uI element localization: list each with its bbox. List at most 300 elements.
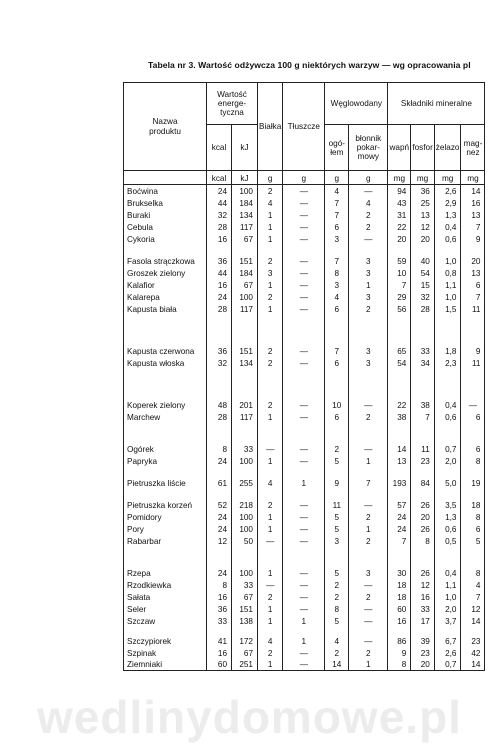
spacer-cell xyxy=(325,423,349,443)
cell-calcium: 7 xyxy=(388,535,411,547)
cell-name: Kapusta włoska xyxy=(124,357,207,369)
cell-kcal: 24 xyxy=(207,511,232,523)
cell-kcal: 32 xyxy=(207,209,232,221)
cell-fiber: 4 xyxy=(349,197,388,209)
cell-magnesium: 6 xyxy=(461,443,485,455)
spacer-cell xyxy=(461,627,485,635)
cell-iron: 2,0 xyxy=(434,603,461,615)
cell-calcium: 22 xyxy=(388,221,411,233)
cell-phosphorus: 54 xyxy=(411,267,434,279)
cell-fat: — xyxy=(283,659,325,671)
cell-kcal: 52 xyxy=(207,489,232,511)
cell-fiber: 3 xyxy=(349,335,388,357)
cell-protein: 2 xyxy=(258,489,283,511)
cell-carbs-total: 4 xyxy=(325,635,349,647)
table-row xyxy=(124,511,485,523)
spacer-cell xyxy=(283,547,325,567)
cell-fat: — xyxy=(283,233,325,245)
cell-carbs-total: 9 xyxy=(325,467,349,489)
cell-phosphorus: 23 xyxy=(411,647,434,659)
cell-carbs-total: 7 xyxy=(325,197,349,209)
cell-phosphorus: 26 xyxy=(411,523,434,535)
cell-fiber: — xyxy=(349,615,388,627)
cell-fiber: 1 xyxy=(349,455,388,467)
cell-kcal: 16 xyxy=(207,233,232,245)
spacer-cell xyxy=(232,423,258,443)
table-row xyxy=(124,603,485,615)
cell-calcium: 14 xyxy=(388,443,411,455)
cell-magnesium: 20 xyxy=(461,245,485,267)
cell-magnesium: 6 xyxy=(461,279,485,291)
cell-magnesium: 7 xyxy=(461,221,485,233)
cell-magnesium: 8 xyxy=(461,567,485,579)
spacer-cell xyxy=(388,369,411,389)
cell-kcal: 16 xyxy=(207,591,232,603)
cell-magnesium: 14 xyxy=(461,185,485,197)
cell-fiber: 1 xyxy=(349,659,388,671)
cell-calcium: 193 xyxy=(388,467,411,489)
table-row xyxy=(124,567,485,579)
cell-magnesium: 8 xyxy=(461,511,485,523)
cell-kcal: 8 xyxy=(207,443,232,455)
cell-name: Kapusta biała xyxy=(124,303,207,315)
cell-kcal: 8 xyxy=(207,579,232,591)
cell-phosphorus: 26 xyxy=(411,489,434,511)
group-spacer xyxy=(124,423,485,443)
cell-phosphorus: 20 xyxy=(411,233,434,245)
cell-fat: — xyxy=(283,411,325,423)
cell-protein: 2 xyxy=(258,389,283,411)
cell-phosphorus: 84 xyxy=(411,467,434,489)
cell-kj: 218 xyxy=(232,489,258,511)
cell-phosphorus: 7 xyxy=(411,411,434,423)
table-row xyxy=(124,635,485,647)
cell-iron: 0,8 xyxy=(434,267,461,279)
cell-protein: — xyxy=(258,579,283,591)
cell-fat: — xyxy=(283,489,325,511)
cell-kj: 251 xyxy=(232,659,258,671)
spacer-cell xyxy=(325,315,349,335)
cell-name: Rzodkiewka xyxy=(124,579,207,591)
header-carbs-total: ogó-łem xyxy=(325,125,349,171)
spacer-cell xyxy=(349,627,388,635)
unit-cell: kJ xyxy=(232,171,258,185)
spacer-cell xyxy=(258,315,283,335)
spacer-cell xyxy=(124,315,207,335)
cell-carbs-total: 6 xyxy=(325,303,349,315)
spacer-cell xyxy=(388,315,411,335)
units-cell-name xyxy=(124,171,207,185)
cell-kcal: 41 xyxy=(207,635,232,647)
cell-kcal: 24 xyxy=(207,567,232,579)
cell-phosphorus: 17 xyxy=(411,615,434,627)
spacer-cell xyxy=(258,547,283,567)
cell-protein: 2 xyxy=(258,357,283,369)
cell-fiber: — xyxy=(349,635,388,647)
table-row xyxy=(124,197,485,209)
table-body xyxy=(124,171,485,671)
cell-calcium: 8 xyxy=(388,659,411,671)
cell-carbs-total: 6 xyxy=(325,221,349,233)
watermark: wedlinydomowe.pl xyxy=(37,691,462,743)
cell-iron: 0,4 xyxy=(434,389,461,411)
cell-kj: 100 xyxy=(232,291,258,303)
cell-fat: — xyxy=(283,221,325,233)
spacer-cell xyxy=(434,369,461,389)
cell-fiber: — xyxy=(349,489,388,511)
cell-carbs-total: 3 xyxy=(325,233,349,245)
table-row xyxy=(124,411,485,423)
spacer-cell xyxy=(283,423,325,443)
table-row xyxy=(124,591,485,603)
spacer-cell xyxy=(232,315,258,335)
header-magnesium: mag-nez xyxy=(461,125,485,171)
cell-kcal: 28 xyxy=(207,221,232,233)
cell-kj: 67 xyxy=(232,591,258,603)
cell-phosphorus: 33 xyxy=(411,603,434,615)
cell-fiber: — xyxy=(349,389,388,411)
cell-carbs-total: 2 xyxy=(325,443,349,455)
cell-calcium: 57 xyxy=(388,489,411,511)
cell-name: Buraki xyxy=(124,209,207,221)
cell-fiber: 2 xyxy=(349,411,388,423)
cell-kcal: 12 xyxy=(207,535,232,547)
cell-protein: 2 xyxy=(258,185,283,197)
cell-kcal: 24 xyxy=(207,455,232,467)
cell-calcium: 29 xyxy=(388,291,411,303)
cell-iron: 2,3 xyxy=(434,357,461,369)
cell-fiber: 2 xyxy=(349,511,388,523)
cell-carbs-total: 4 xyxy=(325,185,349,197)
cell-fat: — xyxy=(283,579,325,591)
cell-kj: 255 xyxy=(232,467,258,489)
cell-carbs-total: 5 xyxy=(325,455,349,467)
cell-fiber: 3 xyxy=(349,267,388,279)
spacer-cell xyxy=(283,627,325,635)
cell-fat: — xyxy=(283,647,325,659)
cell-carbs-total: 2 xyxy=(325,647,349,659)
cell-phosphorus: 38 xyxy=(411,389,434,411)
cell-protein: 1 xyxy=(258,455,283,467)
cell-kcal: 28 xyxy=(207,411,232,423)
cell-phosphorus: 36 xyxy=(411,185,434,197)
cell-magnesium: 14 xyxy=(461,615,485,627)
cell-kj: 33 xyxy=(232,443,258,455)
cell-iron: 2,9 xyxy=(434,197,461,209)
cell-name: Rzepa xyxy=(124,567,207,579)
table-header xyxy=(124,83,485,171)
cell-fat: — xyxy=(283,535,325,547)
cell-phosphorus: 16 xyxy=(411,591,434,603)
cell-name: Kalafior xyxy=(124,279,207,291)
header-kj: kJ xyxy=(232,125,258,171)
cell-calcium: 20 xyxy=(388,233,411,245)
table-row xyxy=(124,467,485,489)
cell-phosphorus: 32 xyxy=(411,291,434,303)
header-kcal: kcal xyxy=(207,125,232,171)
spacer-cell xyxy=(258,423,283,443)
table-row xyxy=(124,267,485,279)
spacer-cell xyxy=(349,423,388,443)
table-row xyxy=(124,389,485,411)
cell-iron: 2,0 xyxy=(434,455,461,467)
spacer-cell xyxy=(258,369,283,389)
cell-kcal: 44 xyxy=(207,197,232,209)
cell-fiber: 2 xyxy=(349,303,388,315)
cell-protein: 1 xyxy=(258,303,283,315)
header-name: Nazwa produktu xyxy=(124,83,207,171)
group-spacer xyxy=(124,627,485,635)
cell-kcal: 16 xyxy=(207,279,232,291)
spacer-cell xyxy=(411,369,434,389)
cell-magnesium: 7 xyxy=(461,591,485,603)
cell-fiber: 1 xyxy=(349,523,388,535)
cell-name: Koperek zielony xyxy=(124,389,207,411)
cell-magnesium: 23 xyxy=(461,635,485,647)
cell-calcium: 30 xyxy=(388,567,411,579)
spacer-cell xyxy=(349,315,388,335)
cell-fiber: 3 xyxy=(349,357,388,369)
cell-iron: 3,5 xyxy=(434,489,461,511)
cell-calcium: 24 xyxy=(388,511,411,523)
cell-kj: 134 xyxy=(232,209,258,221)
cell-kj: 100 xyxy=(232,185,258,197)
spacer-cell xyxy=(325,547,349,567)
cell-phosphorus: 26 xyxy=(411,567,434,579)
cell-magnesium: 13 xyxy=(461,209,485,221)
cell-protein: 1 xyxy=(258,411,283,423)
cell-carbs-total: 2 xyxy=(325,579,349,591)
table-row xyxy=(124,221,485,233)
cell-carbs-total: 6 xyxy=(325,357,349,369)
cell-name: Kalarepa xyxy=(124,291,207,303)
cell-magnesium: 16 xyxy=(461,197,485,209)
spacer-cell xyxy=(411,423,434,443)
cell-kj: 151 xyxy=(232,245,258,267)
cell-fat: — xyxy=(283,523,325,535)
nutrition-table xyxy=(123,82,485,671)
spacer-cell xyxy=(349,369,388,389)
cell-kj: 100 xyxy=(232,455,258,467)
spacer-cell xyxy=(283,315,325,335)
cell-protein: 2 xyxy=(258,291,283,303)
cell-magnesium: 4 xyxy=(461,579,485,591)
cell-protein: — xyxy=(258,443,283,455)
cell-kj: 184 xyxy=(232,197,258,209)
spacer-cell xyxy=(232,547,258,567)
cell-fat: — xyxy=(283,335,325,357)
cell-name: Groszek zielony xyxy=(124,267,207,279)
table-row xyxy=(124,303,485,315)
cell-iron: 2,6 xyxy=(434,185,461,197)
spacer-cell xyxy=(388,423,411,443)
spacer-cell xyxy=(434,627,461,635)
cell-fiber: 3 xyxy=(349,291,388,303)
cell-carbs-total: 5 xyxy=(325,523,349,535)
cell-phosphorus: 34 xyxy=(411,357,434,369)
cell-iron: 0,4 xyxy=(434,221,461,233)
group-spacer xyxy=(124,315,485,335)
cell-fat: 1 xyxy=(283,635,325,647)
cell-fat: — xyxy=(283,245,325,267)
cell-kj: 117 xyxy=(232,411,258,423)
cell-protein: 3 xyxy=(258,267,283,279)
cell-magnesium: 19 xyxy=(461,467,485,489)
cell-iron: 1,8 xyxy=(434,335,461,357)
cell-kj: 100 xyxy=(232,511,258,523)
cell-kj: 184 xyxy=(232,267,258,279)
cell-fat: — xyxy=(283,591,325,603)
cell-fat: — xyxy=(283,603,325,615)
cell-phosphorus: 25 xyxy=(411,197,434,209)
cell-calcium: 43 xyxy=(388,197,411,209)
cell-fiber: 2 xyxy=(349,647,388,659)
cell-protein: 1 xyxy=(258,603,283,615)
cell-fat: — xyxy=(283,303,325,315)
spacer-cell xyxy=(207,547,232,567)
cell-carbs-total: 4 xyxy=(325,291,349,303)
cell-carbs-total: 7 xyxy=(325,209,349,221)
cell-iron: 0,7 xyxy=(434,443,461,455)
cell-magnesium: 6 xyxy=(461,523,485,535)
cell-protein: 1 xyxy=(258,659,283,671)
spacer-cell xyxy=(388,547,411,567)
cell-fat: — xyxy=(283,357,325,369)
spacer-cell xyxy=(434,315,461,335)
cell-iron: 1,0 xyxy=(434,245,461,267)
cell-name: Cebula xyxy=(124,221,207,233)
cell-fiber: — xyxy=(349,443,388,455)
cell-protein: 4 xyxy=(258,197,283,209)
cell-protein: 1 xyxy=(258,209,283,221)
cell-protein: — xyxy=(258,535,283,547)
cell-protein: 4 xyxy=(258,635,283,647)
table-row xyxy=(124,615,485,627)
cell-phosphorus: 40 xyxy=(411,245,434,267)
spacer-cell xyxy=(349,547,388,567)
cell-carbs-total: 14 xyxy=(325,659,349,671)
table-row xyxy=(124,335,485,357)
cell-kj: 100 xyxy=(232,567,258,579)
cell-fat: — xyxy=(283,455,325,467)
cell-magnesium: 11 xyxy=(461,303,485,315)
units-row xyxy=(124,171,485,185)
unit-cell: mg xyxy=(461,171,485,185)
spacer-cell xyxy=(207,627,232,635)
cell-carbs-total: 6 xyxy=(325,411,349,423)
spacer-cell xyxy=(411,547,434,567)
cell-kcal: 36 xyxy=(207,245,232,267)
spacer-cell xyxy=(124,369,207,389)
spacer-cell xyxy=(434,423,461,443)
cell-kj: 117 xyxy=(232,303,258,315)
cell-kj: 151 xyxy=(232,603,258,615)
cell-name: Seler xyxy=(124,603,207,615)
header-calcium: wapń xyxy=(388,125,411,171)
cell-carbs-total: 11 xyxy=(325,489,349,511)
cell-carbs-total: 2 xyxy=(325,591,349,603)
cell-iron: 0,6 xyxy=(434,523,461,535)
cell-calcium: 31 xyxy=(388,209,411,221)
header-minerals: Składniki mineralne xyxy=(388,83,485,125)
unit-cell: mg xyxy=(388,171,411,185)
header-carbs: Węglowodany xyxy=(325,83,388,125)
cell-magnesium: 13 xyxy=(461,267,485,279)
spacer-cell xyxy=(434,547,461,567)
cell-iron: 0,6 xyxy=(434,233,461,245)
cell-kcal: 24 xyxy=(207,523,232,535)
spacer-cell xyxy=(258,627,283,635)
group-spacer xyxy=(124,369,485,389)
cell-name: Pomidory xyxy=(124,511,207,523)
cell-kcal: 36 xyxy=(207,335,232,357)
cell-calcium: 56 xyxy=(388,303,411,315)
cell-fat: — xyxy=(283,389,325,411)
cell-calcium: 86 xyxy=(388,635,411,647)
spacer-cell xyxy=(124,423,207,443)
cell-calcium: 54 xyxy=(388,357,411,369)
cell-name: Papryka xyxy=(124,455,207,467)
table-row xyxy=(124,523,485,535)
cell-name: Rabarbar xyxy=(124,535,207,547)
table-row xyxy=(124,233,485,245)
spacer-cell xyxy=(411,627,434,635)
cell-name: Ogórek xyxy=(124,443,207,455)
cell-carbs-total: 3 xyxy=(325,535,349,547)
cell-fat: — xyxy=(283,567,325,579)
header-fat: Tłuszcze xyxy=(283,83,325,171)
spacer-cell xyxy=(461,423,485,443)
cell-name: Boćwina xyxy=(124,185,207,197)
cell-kcal: 24 xyxy=(207,185,232,197)
cell-fiber: 3 xyxy=(349,567,388,579)
table-row xyxy=(124,245,485,267)
cell-magnesium: 18 xyxy=(461,489,485,511)
spacer-cell xyxy=(124,627,207,635)
table-row xyxy=(124,489,485,511)
cell-protein: 2 xyxy=(258,245,283,267)
cell-kj: 138 xyxy=(232,615,258,627)
cell-kj: 67 xyxy=(232,233,258,245)
cell-magnesium: 9 xyxy=(461,335,485,357)
cell-kcal: 61 xyxy=(207,467,232,489)
cell-protein: 1 xyxy=(258,511,283,523)
unit-cell: mg xyxy=(411,171,434,185)
cell-iron: 6,7 xyxy=(434,635,461,647)
spacer-cell xyxy=(207,315,232,335)
cell-magnesium: 6 xyxy=(461,411,485,423)
cell-protein: 1 xyxy=(258,615,283,627)
cell-name: Szczypiorek xyxy=(124,635,207,647)
cell-fat: — xyxy=(283,267,325,279)
cell-iron: 1,0 xyxy=(434,591,461,603)
cell-magnesium: 7 xyxy=(461,291,485,303)
cell-carbs-total: 5 xyxy=(325,511,349,523)
cell-name: Cykoria xyxy=(124,233,207,245)
cell-fat: 1 xyxy=(283,467,325,489)
cell-calcium: 22 xyxy=(388,389,411,411)
cell-name: Marchew xyxy=(124,411,207,423)
cell-calcium: 18 xyxy=(388,579,411,591)
cell-carbs-total: 5 xyxy=(325,567,349,579)
cell-fat: — xyxy=(283,185,325,197)
cell-kcal: 60 xyxy=(207,659,232,671)
cell-fat: — xyxy=(283,209,325,221)
cell-name: Pory xyxy=(124,523,207,535)
table-row xyxy=(124,579,485,591)
cell-iron: 3,7 xyxy=(434,615,461,627)
cell-kj: 67 xyxy=(232,647,258,659)
